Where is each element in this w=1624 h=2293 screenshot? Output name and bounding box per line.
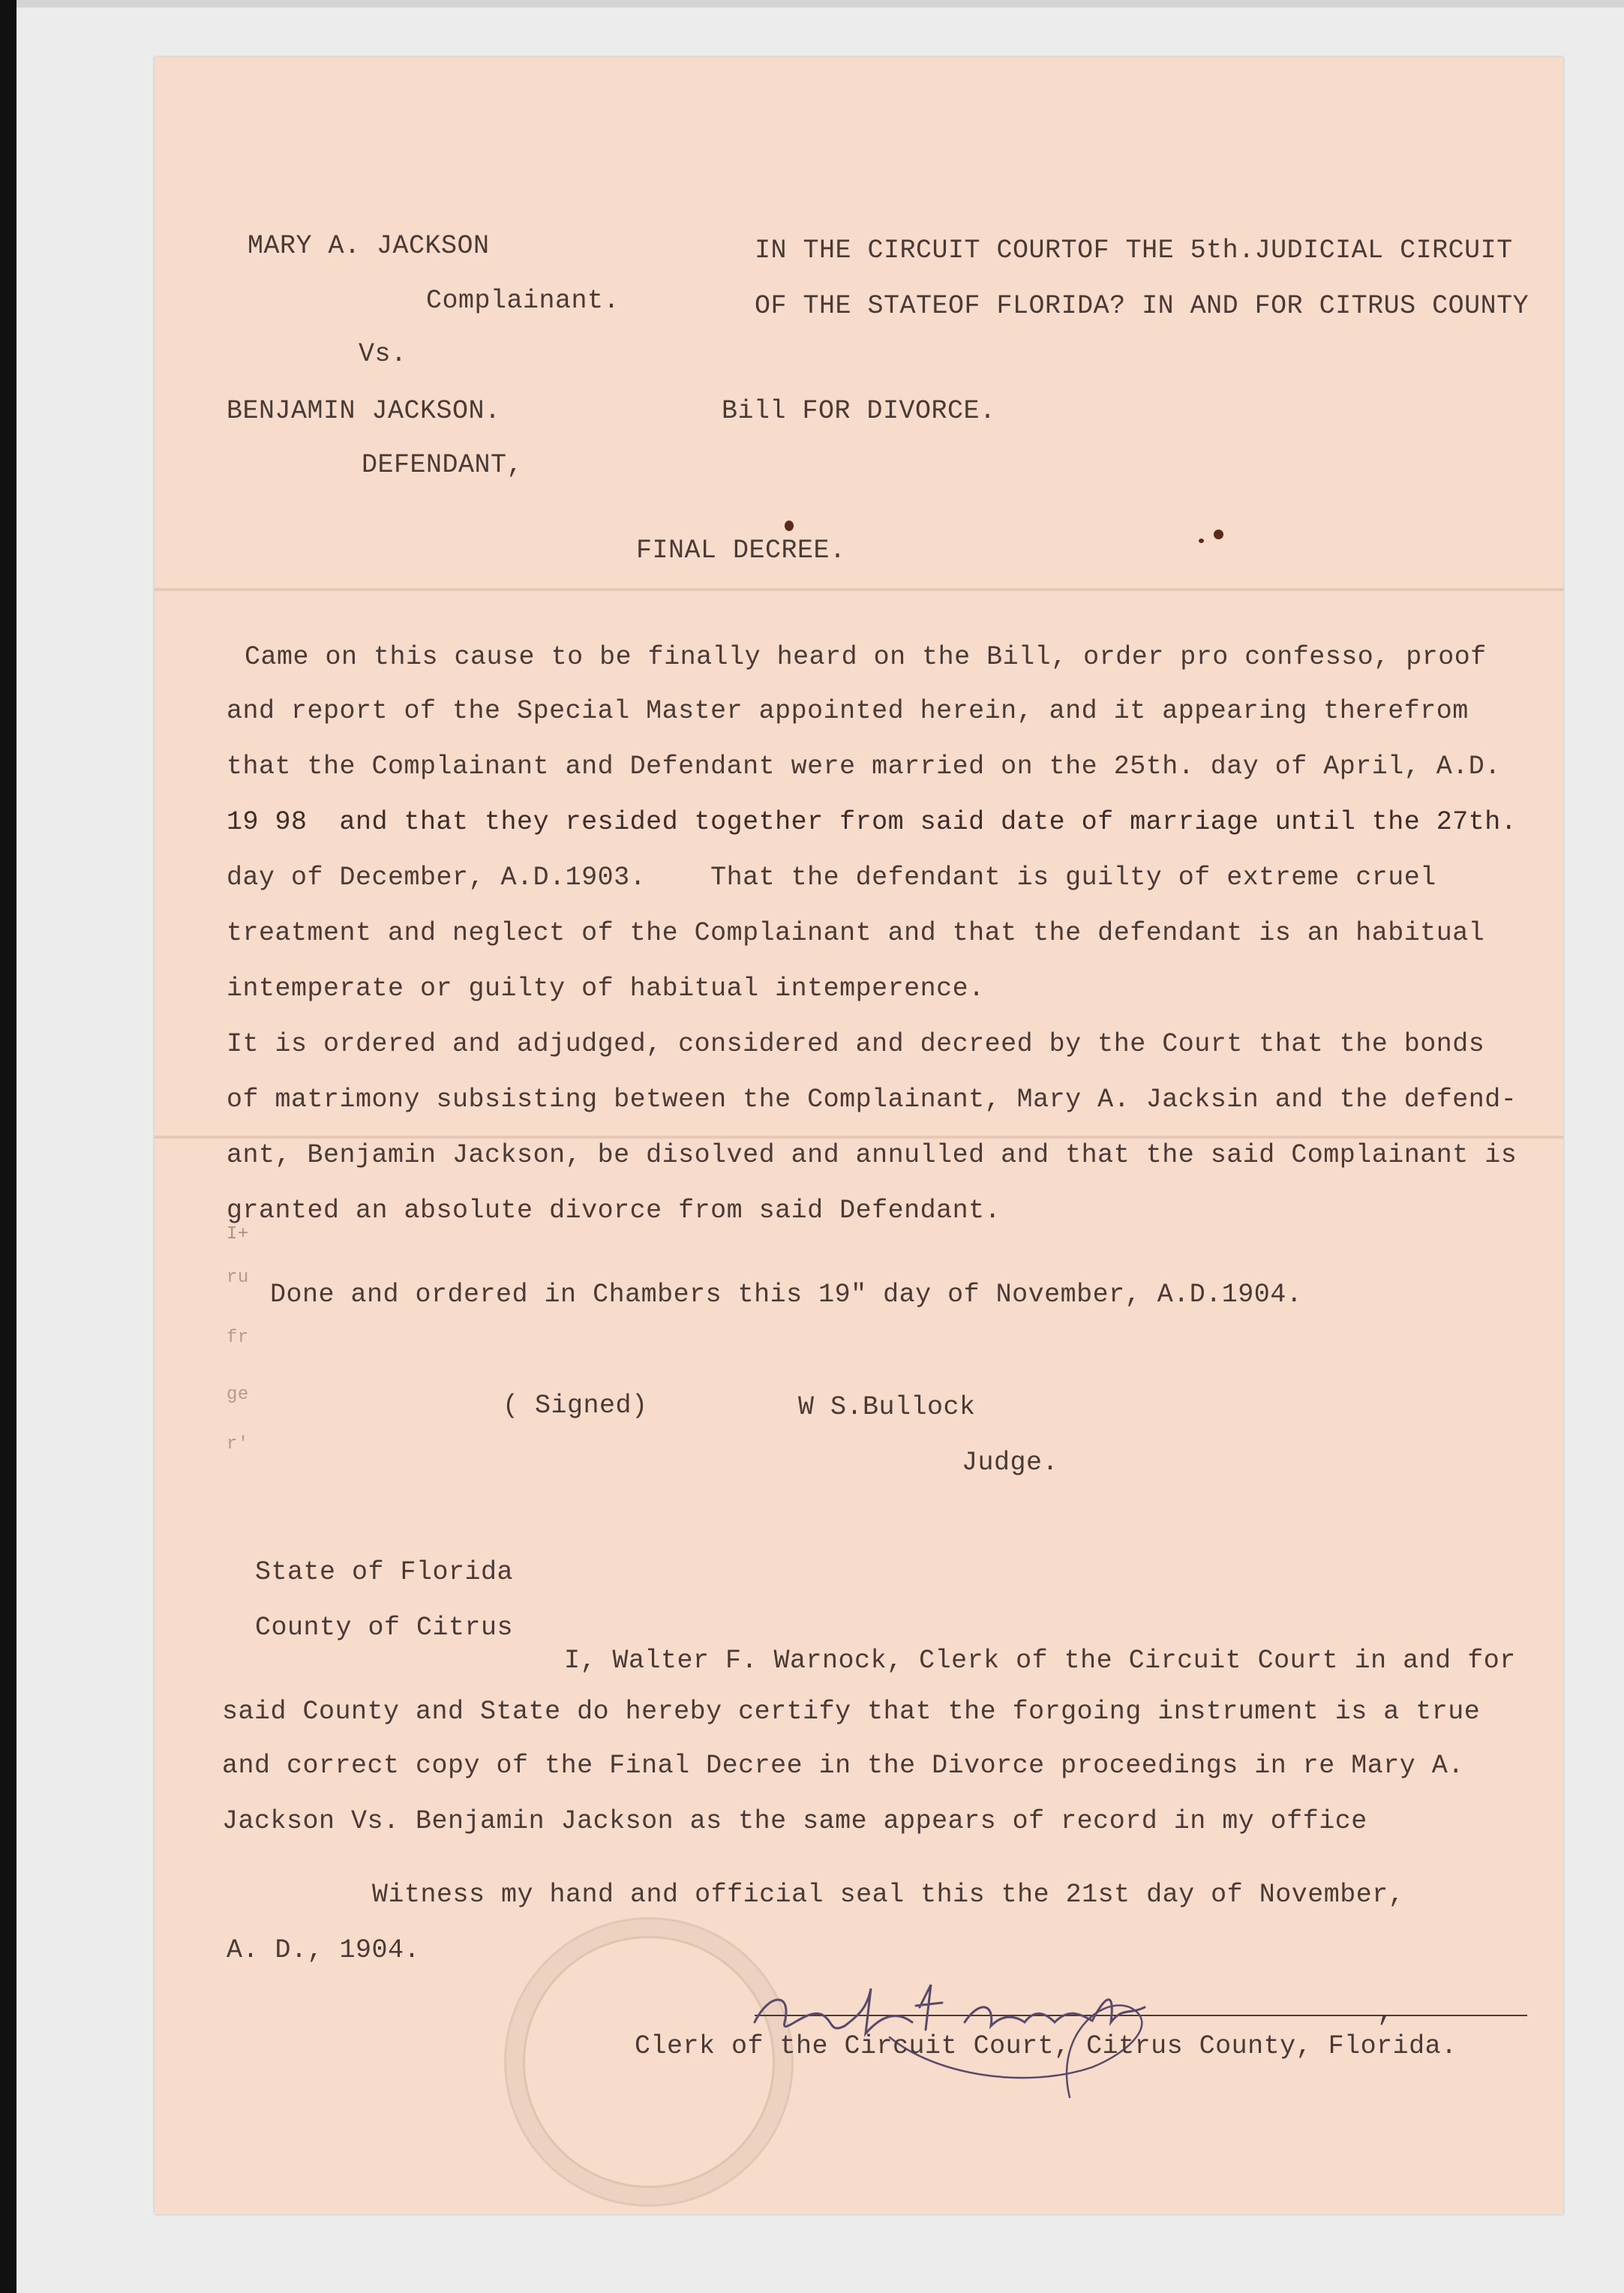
scanner-left-edge xyxy=(0,0,17,2293)
clerk-title: Clerk of the Circuit Court, Citrus County, Florida. xyxy=(635,2031,1457,2061)
decree-title: FINAL DECREE. xyxy=(636,536,846,566)
margin-mark: ru xyxy=(227,1268,249,1288)
margin-mark: ge xyxy=(227,1385,249,1405)
ink-spot xyxy=(1214,530,1223,539)
reverse-side-bleed-through xyxy=(198,120,1023,600)
decree-line: Came on this cause to be finally heard on the Bill, order pro confesso, proof xyxy=(245,642,1487,672)
margin-mark: fr xyxy=(227,1328,249,1348)
plaintiff-name: MARY A. JACKSON xyxy=(248,231,490,261)
certificate-state: State of Florida xyxy=(255,1557,514,1587)
margin-mark: I+ xyxy=(227,1224,249,1244)
decree-line: day of December, A.D.1903. That the defendant is guilty of extreme cruel xyxy=(227,863,1436,893)
decree-line: and report of the Special Master appointed herein, and it appearing therefrom xyxy=(227,696,1469,726)
scanner-top-edge xyxy=(0,0,1624,8)
done-line: Done and ordered in Chambers this 19" day of November, A.D.1904. xyxy=(270,1280,1303,1310)
decree-line: 19 98 and that they resided together from said date of marriage until the 27th. xyxy=(227,807,1517,837)
certificate-line: I, Walter F. Warnock, Clerk of the Circuit Court in and for xyxy=(564,1646,1516,1676)
defendant-name: BENJAMIN JACKSON. xyxy=(227,396,501,426)
judge-title: Judge. xyxy=(962,1448,1059,1478)
court-heading-line-2: OF THE STATEOF FLORIDA? IN AND FOR CITRUS COUNTY xyxy=(755,291,1529,321)
certificate-date: A. D., 1904. xyxy=(227,1935,421,1965)
decree-line: treatment and neglect of the Complainant and that the defendant is an habitual xyxy=(227,918,1485,948)
versus-label: Vs. xyxy=(359,339,407,369)
fold-line xyxy=(155,1136,1563,1139)
document-page xyxy=(155,57,1563,2214)
decree-line: of matrimony subsisting between the Complainant, Mary A. Jacksin and the defend- xyxy=(227,1085,1517,1115)
fold-line xyxy=(155,588,1563,591)
plaintiff-role: Complainant. xyxy=(426,286,620,316)
decree-line: It is ordered and adjudged, considered and decreed by the Court that the bonds xyxy=(227,1029,1485,1059)
decree-line: intemperate or guilty of habitual intemperence. xyxy=(227,974,985,1004)
bill-type: Bill FOR DIVORCE. xyxy=(722,396,996,426)
margin-mark: r' xyxy=(227,1434,249,1454)
defendant-role: DEFENDANT, xyxy=(362,450,524,480)
court-heading-line-1: IN THE CIRCUIT COURTOF THE 5th.JUDICIAL CIRCUIT xyxy=(755,236,1513,266)
certificate-line: and correct copy of the Final Decree in the Divorce proceedings in re Mary A. xyxy=(222,1751,1464,1781)
signed-label: ( Signed) xyxy=(503,1391,648,1421)
certificate-county: County of Citrus xyxy=(255,1613,514,1643)
judge-name: W S.Bullock xyxy=(798,1392,976,1422)
decree-line: ant, Benjamin Jackson, be disolved and annulled and that the said Complainant is xyxy=(227,1140,1517,1170)
witness-line: Witness my hand and official seal this the 21st day of November, xyxy=(372,1880,1405,1910)
certificate-line: said County and State do hereby certify that the forgoing instrument is a true xyxy=(222,1697,1481,1727)
ink-spot xyxy=(785,521,794,531)
decree-line: that the Complainant and Defendant were married on the 25th. day of April, A.D. xyxy=(227,752,1501,782)
ink-spot xyxy=(1199,539,1204,543)
certificate-line: Jackson Vs. Benjamin Jackson as the same appears of record in my office xyxy=(222,1806,1367,1836)
signature-comma: , xyxy=(1377,1998,1394,2028)
decree-line: granted an absolute divorce from said Defendant. xyxy=(227,1196,1001,1226)
